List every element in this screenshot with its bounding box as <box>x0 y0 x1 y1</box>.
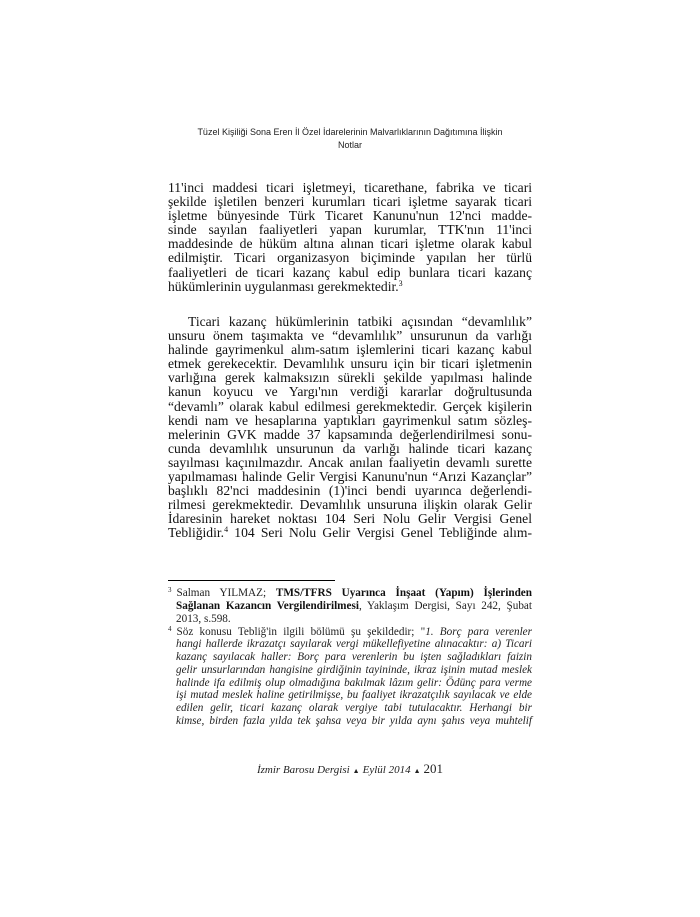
footnote-line <box>168 600 532 613</box>
journal-issue: Eylül 2014 <box>362 764 411 776</box>
text-line: şekilde işletilen benzeri kurumları ticari işletme sayarak ticari <box>168 194 532 210</box>
journal-name: İzmir Barosu Dergisi <box>256 764 350 776</box>
page-number: 201 <box>423 761 444 776</box>
text-line: kendi nam ve hesaplarına yaptıkları gayrimenkul satım sözleş- <box>168 412 532 428</box>
footnote-line: hangi hallerde ikrazatçı sayılarak vergi mükellefiyetine alınacaktır: a) Ticari <box>176 638 532 651</box>
footnote-divider <box>168 580 335 581</box>
text-line: 11'inci maddesi ticari işletmeyi, ticarethane, fabrika ve ticari <box>168 180 532 195</box>
footnote-source: , Yaklaşım Dergisi, Sayı 242, Şubat <box>358 599 532 612</box>
footnote-ref-3[interactable]: 3 <box>398 278 403 288</box>
text-line: edilmiştir. Ticari organizasyon biçiminde yapılan her türlü <box>168 250 532 266</box>
text-line: maddesinde de hüküm altına alınan ticari işletme olarak kabul <box>168 236 532 252</box>
text-line: etmek gerekecektir. Devamlılık unsuru için bir ticari işletmenin <box>168 356 532 372</box>
footnote-title-cont: Sağlanan Kazancın Vergilendirilmesi <box>176 599 359 612</box>
text-line: faaliyetleri de ticari kazanç kabul edip bunlara ticari kazanç <box>168 264 532 280</box>
running-header <box>160 126 540 152</box>
text-line-tail: 104 Seri Nolu Gelir Vergisi Genel Tebliğinde alım- <box>228 525 532 541</box>
text-line: başlıklı 82'nci maddesinin (1)'inci bendi uyarınca değerlendi- <box>168 483 532 499</box>
footnote-quote: 1. Borç para verenler <box>425 625 532 638</box>
text-line <box>168 526 532 540</box>
footnote-author: Salman YILMAZ; <box>176 587 276 599</box>
separator-icon: ▲ <box>352 767 360 775</box>
footnote-3 <box>168 587 532 625</box>
text-line-content: hükümlerinin uygulanması gerekmektedir. <box>168 278 399 294</box>
text-line: yapılmaması halinde Gelir Vergisi Kanunu'nun “Arızi Kazançlar” <box>168 469 532 485</box>
text-line: kanun koyucu ve Yargı'nın verdiği kararlar doğrultusunda <box>168 384 532 400</box>
footnote-line: edilen gelir, ticari kazanç olarak vergiye tabi tutulacaktır. Herhangi bir <box>176 702 532 715</box>
footnote-number: 3 <box>168 586 172 594</box>
running-header-line1: Tüzel Kişiliği Sona Eren İl Özel İdarelerinin Malvarlıklarının Dağıtımına İlişkin <box>197 127 503 137</box>
text-line: işletme bünyesinde Türk Ticaret Kanunu'nun 12'nci madde- <box>168 208 532 224</box>
footnote-line <box>168 626 532 639</box>
footnote-line: kimse, birden fazla yılda tek şahsa veya bir yılda aynı şahıs veya muhtelif <box>176 715 532 728</box>
separator-icon: ▲ <box>413 767 421 775</box>
text-line-content: Tebliğidir. <box>168 525 225 541</box>
text-line: melerinin GVK madde 37 kapsamında değerlendirilmesi sonu- <box>168 426 532 442</box>
footnote-line: 2013, s.598. <box>176 612 231 625</box>
text-line: varlığına gerek kalmaksızın sürekli şekilde yapılması halinde <box>168 370 532 386</box>
text-line: halinde gayrimenkul alım-satım işlemlerini ticari kazanç kabul <box>168 342 532 358</box>
text-line: unsuru önem taşımakta ve “devamlılık” unsurunun da varlığı <box>168 328 532 344</box>
footnote-number: 4 <box>168 624 172 633</box>
footnote-line: gelir unsurlarından hangisine girdiğinin tayininde, ikraz işinin mutad meslek <box>176 663 532 676</box>
page-footer <box>160 761 540 777</box>
paragraph-2 <box>168 315 532 541</box>
text-line: sayılması kaçınılmazdır. Ancak anılan faaliyetin devamlı surette <box>168 454 532 470</box>
running-header-line2: Notlar <box>337 140 362 150</box>
footnote-4 <box>168 626 532 728</box>
text-line: rilmesi gerekmektedir. Devamlılık unsuruna ilişkin olarak Gelir <box>168 497 532 513</box>
footnote-intro: Söz konusu Tebliğ'in ilgili bölümü şu şekildedir; " <box>176 625 426 638</box>
text-line <box>168 280 532 294</box>
text-line: sinde sayılan faaliyetleri yapan kurumlar, TTK'nın 11'inci <box>168 222 532 238</box>
text-line: İdaresinin hareket noktası 104 Seri Nolu Gelir Vergisi Genel <box>168 511 532 527</box>
footnote-line: kazanç sayılacak haller: Borç para verenlerin bu işten sağladıkları faizin <box>176 651 532 664</box>
text-line: “devamlı” olarak kabul edilmesi gerekmektedir. Gerçek kişilerin <box>168 398 532 414</box>
text-line: cunda devamlılık unsurunun da varlığı halinde ticari kazanç <box>168 440 532 456</box>
paragraph-1 <box>168 181 532 294</box>
footnote-ref-4[interactable]: 4 <box>224 525 229 535</box>
footnote-title: TMS/TFRS Uyarınca İnşaat (Yapım) İşlerinden <box>275 587 532 599</box>
footnote-line: işi mutad meslek haline getirilmişse, bu faaliyet ikrazatçılık sayılacak ve elde <box>176 689 532 702</box>
footnote-line: halinde ifa edilmiş olup olmadığına bakılmak lâzım gelir: Ödünç para verme <box>176 676 532 689</box>
footnote-line <box>168 587 532 600</box>
text-line: Ticari kazanç hükümlerinin tatbiki açısından “devamlılık” <box>188 314 532 329</box>
